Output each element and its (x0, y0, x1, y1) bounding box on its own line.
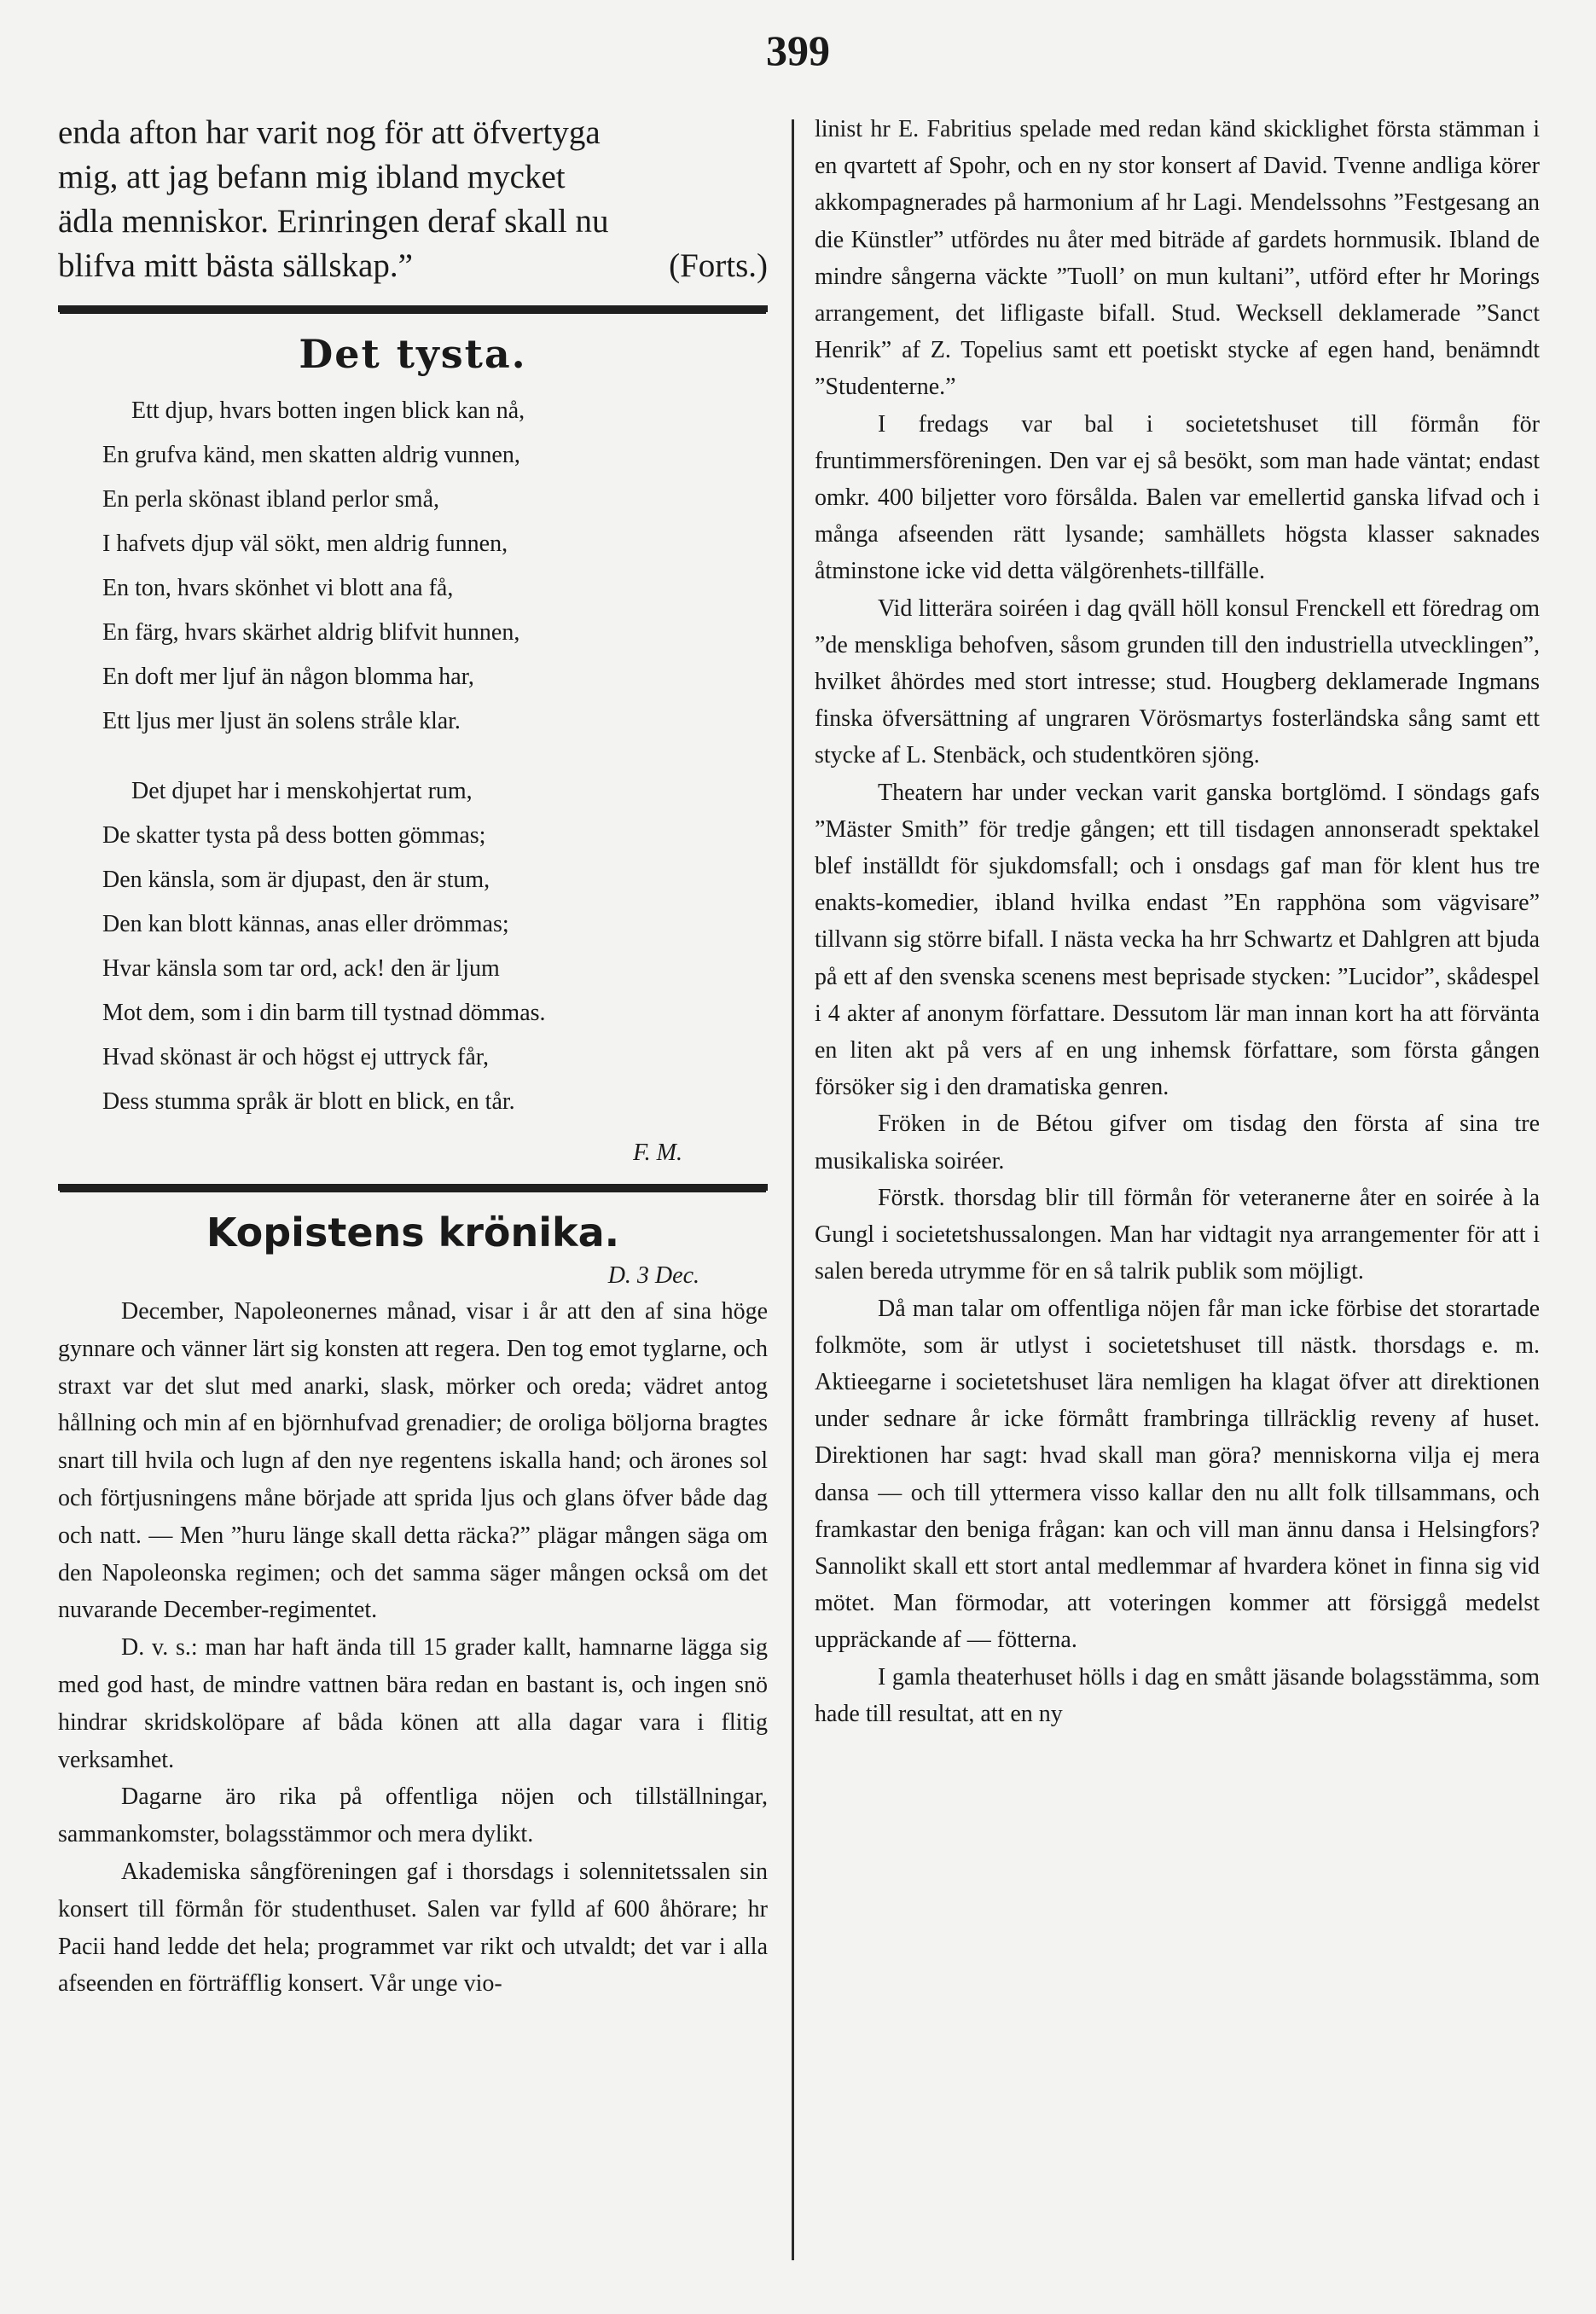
chronicle-title: Kopistens krönika. (206, 1209, 620, 1256)
section-rule (58, 305, 768, 312)
body-paragraph: Fröken in de Bétou gifver om tisdag den första af sina tre musikaliska soiréer. (815, 1111, 1540, 1174)
continued-marker: (Forts.) (669, 247, 768, 284)
body-paragraph: Dagarne äro rika på offentliga nöjen och tillställningar, sammankomster, bolagsstämmor och mera dylikt. (58, 1783, 768, 1848)
story-continuation (58, 111, 768, 288)
body-paragraph: linist hr E. Fabritius spelade med redan känd skicklighet första stämman i en qvartett af Spohr, och en ny stor konsert af David. Tvenne andliga körer akkompagnerades på harmonium af hr Lagi. Mendelssohns ”Festgesang an die Künstler” utfördes nu åter med biträde af gardets hornmusik. Ibland de mindre sångerna väckte ”Tuoll’ on mun kultani”, utförd efter hr Morings arrangement, det lifligaste bifall. Stud. Wecksell deklamerade ”Sanct Henrik” af Z. Topelius samt ett poetiskt stycke af egen hand, benämndt ”Studenterne.” (815, 116, 1540, 401)
verse-line: En doft mer ljuf än någon blomma har, (102, 664, 474, 690)
poem-title: Det tysta. (299, 331, 527, 377)
intro-line: enda afton har varit nog för att öfvertyga (58, 114, 601, 151)
verse-line: Den känsla, som är djupast, den är stum, (102, 867, 490, 893)
column-divider (792, 119, 794, 2260)
verse-line: En färg, hvars skärhet aldrig blifvit hunnen, (102, 619, 520, 646)
verse-line: Ett ljus mer ljust än solens stråle klar. (102, 708, 461, 734)
poem-stanza (58, 389, 768, 744)
page-number: 399 (766, 26, 830, 74)
verse-line: En grufva känd, men skatten aldrig vunnen, (102, 442, 520, 468)
verse-line: I hafvets djup väl sökt, men aldrig funnen, (102, 531, 508, 557)
verse-line: Hvad skönast är och högst ej uttryck får, (102, 1044, 489, 1070)
body-paragraph: December, Napoleonernes månad, visar i år att den af sina höge gynnare och vänner lärt sig konsten att regera. Den tog emot tyglarne, och straxt var det slut med anarki, slask, mörker och oreda; vädret antog hållning och min af en björnhufvad grenadier; de oroliga böljorna bragtes snart till hvila och lugn af den nye regentens iskalla hand; och ärones sol och förtjusningens måne började att sprida ljus och glans öfver både dag och natt. — Men ”huru länge skall detta räcka?” plägar mången säga om den Napoleonska regimen; och det samma säger mången också om det nuvarande December-regimentet. (58, 1298, 768, 1624)
verse-line: Hvar känsla som tar ord, ack! den är ljum (102, 955, 500, 982)
verse-line: Det djupet har i menskohjertat rum, (131, 778, 473, 804)
right-column (815, 111, 1540, 1732)
body-paragraph: Theatern har under veckan varit ganska bortglömd. I söndags gafs ”Mäster Smith” för tredje gången; ett till tisdagen annonseradt spektakel blef inställdt för sjukdomsfall; och i onsdags gaf man för klent hus tre enakts-komedier, ibland hvilka endast ”En rapphöna som vägvisare” tillvann sig större bifall. I nästa vecka ha hrr Schwartz et Dahlgren att bjuda på ett af den svenska scenens mest beprisade stycken: ”Lucidor”, skådespel i 4 akter af anonym författare. Dessutom lär man innan kort ha att förvänta en liten akt på vers af en ung inhemsk författare, som första gången försöker sig i den dramatiska genren. (815, 779, 1540, 1101)
verse-line: En perla skönast ibland perlor små, (102, 486, 440, 513)
body-paragraph: D. v. s.: man har haft ända till 15 grader kallt, hamnarne lägga sig med god hast, de mindre vattnen bära redan en bastant is, och ingen snö hindrar skridskolöpare af båda könen att alla dagar vara i flitig verksamhet. (58, 1634, 768, 1773)
poem-stanza (58, 769, 768, 1124)
section-rule (58, 1184, 768, 1191)
body-paragraph: Akademiska sångföreningen gaf i thorsdags i solennitetssalen sin konsert till förmån för studenthuset. Salen var fylld af 600 åhörare; hr Pacii hand ledde det hela; programmet var rikt och utvaldt; det var i alla afseenden en förträfflig konsert. Vår unge vio- (58, 1858, 768, 1998)
body-paragraph: I fredags var bal i societetshuset till förmån för fruntimmersföreningen. Den var ej så besökt, som man hade väntat; endast omkr. 400 biljetter voro försålda. Balen var emellertid ganska lifvad och i många afseenden rätt lysande; samhällets högsta klasser saknades åtminstone icke vid detta välgörenhets-tillfälle. (815, 410, 1540, 585)
verse-line: De skatter tysta på dess botten gömmas; (102, 822, 486, 849)
intro-line: mig, att jag befann mig ibland mycket (58, 159, 566, 195)
intro-line: ädla menniskor. Erinringen deraf skall nu (58, 203, 609, 240)
body-paragraph: I gamla theaterhuset hölls i dag en smått jäsande bolagsstämma, som hade till resultat, att en ny (815, 1663, 1540, 1727)
body-paragraph: Vid litterära soiréen i dag qväll höll konsul Frenckell ett föredrag om ”de menskliga behofven, såsom grunden till den industriella utvecklingen”, hvilket åhördes med stort intresse; stud. Hougberg deklamerade Ingmans finska öfversättning af ungraren Vörösmartys fosterländska sång samt ett stycke af L. Stenbäck, och studentkören sjöng. (815, 594, 1540, 769)
poem-signature: F. M. (633, 1140, 682, 1166)
verse-line: Ett djup, hvars botten ingen blick kan nå, (131, 397, 525, 424)
body-paragraph: Då man talar om offentliga nöjen får man icke förbise det storartade folkmöte, som är utlyst i societetshuset till nästk. thorsdags e. m. Aktieegarne i societetshuset lära nemligen ha klagat öfver att direktionen under sednare år icke förmått frambringa tillräcklig reveny af huset. Direktionen har sagt: hvad skall man göra? menniskorna vilja ej mera dansa — och till yttermera visso kallar den nu allt folk tillsammans, och framkastar den beniga frågan: kan och vill man ännu dansa i Helsingfors? Sannolikt skall ett stort antal medlemmar af hvardera könet in finna sig vid mötet. Man förmodar, att voteringen kommer att försiggå medelst uppräckande af — fötterna. (815, 1295, 1540, 1654)
verse-line: Dess stumma språk är blott en blick, en tår. (102, 1088, 515, 1115)
left-column (58, 111, 768, 2003)
body-paragraph: Förstk. thorsdag blir till förmån för veteranerne åter en soirée à la Gungl i societetshussalongen. Man har vidtagit nya arrangementer för att i salen bereda utrymme för en så talrik publik som möjligt. (815, 1184, 1540, 1285)
verse-line: En ton, hvars skönhet vi blott ana få, (102, 575, 454, 601)
chronicle-dateline: D. 3 Dec. (607, 1262, 699, 1289)
verse-line: Den kan blott kännas, anas eller drömmas; (102, 911, 509, 937)
verse-line: Mot dem, som i din barm till tystnad dömmas. (102, 1000, 546, 1026)
intro-line: blifva mitt bästa sällskap.” (58, 247, 413, 284)
